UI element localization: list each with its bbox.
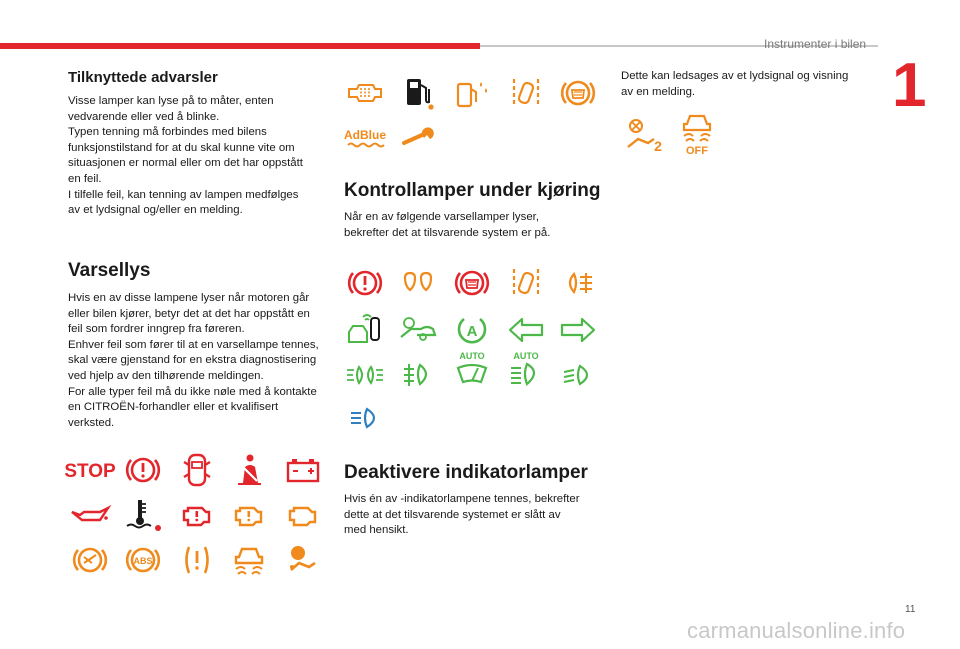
lane-departure-icon (505, 75, 547, 111)
deaktivere-body: Hvis én av -indikatorlampene tennes, bekrefter dette at det tilsvarende systemet er slått av med hensikt. (344, 493, 580, 537)
lane-departure-green-icon (505, 265, 547, 301)
engine-fault-icon (228, 497, 270, 533)
open-door-icon (176, 452, 218, 488)
preheating-icon (397, 265, 439, 301)
deaktivere-heading: Deaktivere indikatorlamper (344, 462, 588, 483)
svg-text:2: 2 (654, 138, 662, 154)
tyre-pressure-icon (176, 542, 218, 578)
kontroll-body: Når en av følgende varsellamper lyser, bekrefter det at tilsvarende system er på. (344, 211, 551, 239)
parking-brake-icon (344, 265, 386, 301)
electric-parking-brake-green-icon (451, 265, 493, 301)
rear-fog-icon (557, 265, 599, 301)
battery-icon (282, 452, 324, 488)
tilknyttede-body: Visse lamper kan lyse på to måter, enten vedvarende eller ved å blinke. Typen tenning må forbindes med bilens funksjonstilstand for at du skal kunne vite om situasjonen er normal eller om det har oppstått en feil. I tilfelle feil, kan tenning av lampen medfølges av et lydsignal og/eller en melding. (68, 95, 303, 217)
remote-lights-icon (344, 312, 386, 348)
section-title: Instrumenter i bilen (764, 37, 867, 51)
stop-icon (64, 452, 116, 488)
service-wrench-icon (397, 120, 439, 156)
watermark: carmanualsonline.info (687, 618, 906, 643)
oil-pressure-icon (69, 497, 111, 533)
svg-text:ABS: ABS (133, 556, 153, 566)
kontroll-heading: Kontrollamper under kjøring (344, 180, 601, 201)
front-fog-icon (397, 357, 439, 393)
main-beam-icon (344, 400, 386, 436)
varsellys-body: Hvis en av disse lampene lyser når motoren går eller bilen kjører, betyr det at det har oppstått en feil som fordrer inngrep fra føreren. Enhver feil som fører til at en varsellampe tennes, skal være gjenstand for en ekstra diagnostisering ved hjelp av den tilhørende meldingen. For alle typer feil må du ikke nøle med å kontakte en CITROËN-forhandler eller et kvalifisert verksted. (68, 292, 319, 429)
turn-left-icon (505, 312, 547, 348)
svg-text:AUTO: AUTO (459, 351, 485, 361)
page-number: 11 (905, 604, 916, 615)
coolant-temperature-icon (122, 497, 164, 533)
svg-text:AUTO: AUTO (513, 351, 539, 361)
svg-text:AdBlue: AdBlue (344, 128, 386, 142)
esp-icon (228, 542, 270, 578)
speed-limiter-icon (397, 312, 439, 348)
auto-main-beam-icon (505, 352, 547, 388)
varsellys-heading: Varsellys (68, 260, 151, 281)
passenger-airbag-off-icon (624, 118, 666, 154)
header-red-bar (0, 43, 480, 49)
warning-exclamation-icon (122, 452, 164, 488)
svg-text:A: A (466, 323, 478, 340)
sidelights-icon (344, 357, 386, 393)
chapter-number: 1 (892, 51, 927, 120)
airbag-icon (282, 542, 324, 578)
abs-icon (122, 542, 164, 578)
deaktivere-note: Dette kan ledsages av et lydsignal og visning av en melding. (621, 70, 849, 98)
stop-start-icon (451, 312, 493, 348)
engine-orange-icon (282, 497, 324, 533)
esp-off-icon (676, 116, 718, 157)
auto-wipe-icon (451, 352, 493, 388)
svg-text:OFF: OFF (686, 145, 708, 157)
engine-red-icon (176, 497, 218, 533)
dipped-beam-icon (557, 357, 599, 393)
turn-right-icon (557, 312, 599, 348)
fuel-level-icon (397, 75, 439, 111)
water-in-diesel-icon (451, 75, 493, 111)
adblue-icon (344, 120, 386, 156)
brake-fault-icon (69, 542, 111, 578)
svg-text:STOP: STOP (64, 461, 116, 482)
electric-parking-brake-icon (557, 75, 599, 111)
seatbelt-icon (228, 452, 270, 488)
particle-filter-icon (344, 75, 386, 111)
tilknyttede-heading: Tilknyttede advarsler (68, 69, 218, 86)
